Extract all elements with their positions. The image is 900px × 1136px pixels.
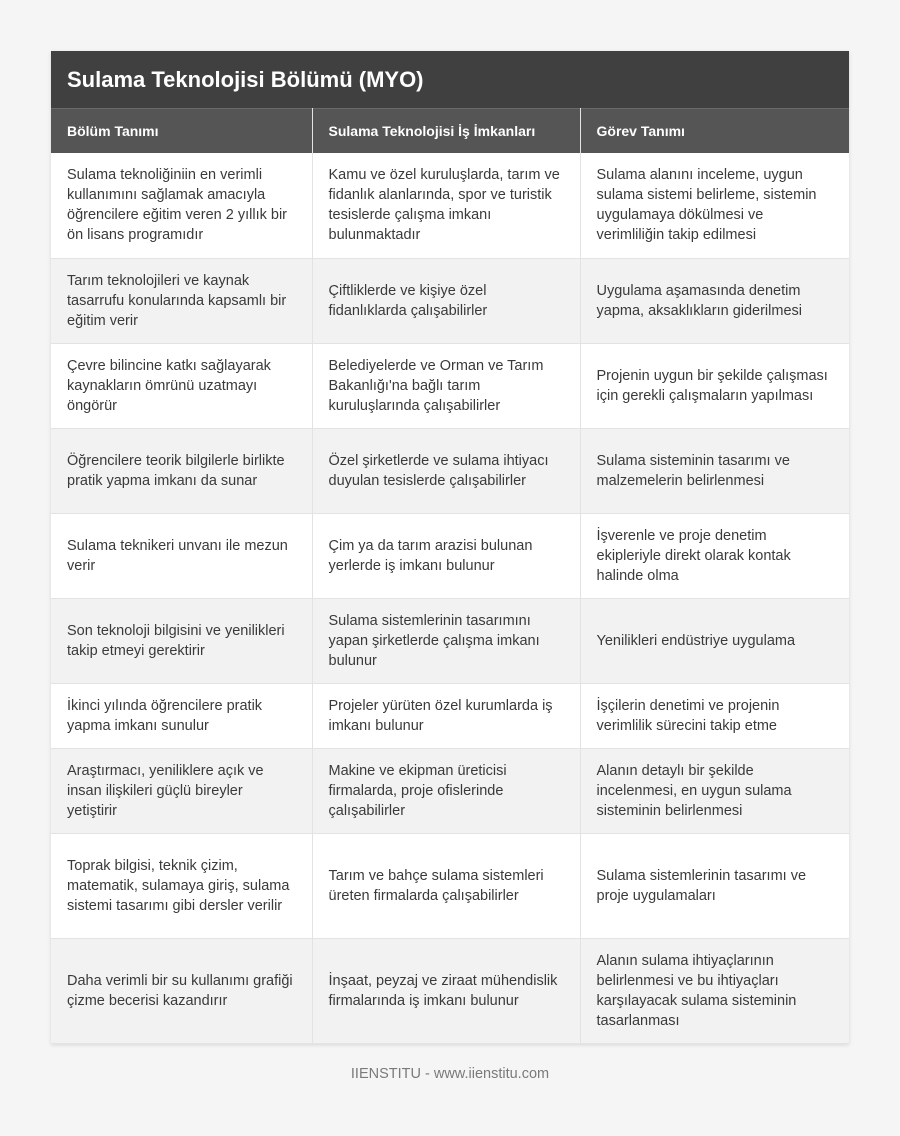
table-row xyxy=(51,833,849,938)
table-title: Sulama Teknolojisi Bölümü (MYO) xyxy=(51,51,849,108)
table-cell: İşçilerin denetimi ve projenin verimlilik sürecini takip etme xyxy=(580,683,849,748)
info-table xyxy=(51,108,849,1044)
table-row xyxy=(51,683,849,748)
table-cell: Projeler yürüten özel kurumlarda iş imkanı bulunur xyxy=(312,683,580,748)
table-cell: Çim ya da tarım arazisi bulunan yerlerde iş imkanı bulunur xyxy=(312,513,580,598)
table-cell: Uygulama aşamasında denetim yapma, aksaklıkların giderilmesi xyxy=(580,258,849,343)
table-cell: Çiftliklerde ve kişiye özel fidanlıklarda çalışabilirler xyxy=(312,258,580,343)
table-row xyxy=(51,428,849,513)
table-cell: Yenilikleri endüstriye uygulama xyxy=(580,598,849,683)
table-cell: İnşaat, peyzaj ve ziraat mühendislik firmalarında iş imkanı bulunur xyxy=(312,938,580,1043)
table-row xyxy=(51,938,849,1043)
table-cell: Tarım ve bahçe sulama sistemleri üreten firmalarda çalışabilirler xyxy=(312,833,580,938)
table-cell: Alanın sulama ihtiyaçlarının belirlenmesi ve bu ihtiyaçları karşılayacak sulama sisteminin tasarlanması xyxy=(580,938,849,1043)
table-cell: Özel şirketlerde ve sulama ihtiyacı duyulan tesislerde çalışabilirler xyxy=(312,428,580,513)
table-row xyxy=(51,598,849,683)
column-header-gorev-tanimi: Görev Tanımı xyxy=(580,109,849,154)
table-cell: İkinci yılında öğrencilere pratik yapma imkanı sunulur xyxy=(51,683,312,748)
table-cell: Tarım teknolojileri ve kaynak tasarrufu konularında kapsamlı bir eğitim verir xyxy=(51,258,312,343)
table-cell: Sulama teknoliğiniin en verimli kullanımını sağlamak amacıyla öğrencilere eğitim veren 2 yıllık bir ön lisans programıdır xyxy=(51,153,312,258)
table-cell: İşverenle ve proje denetim ekipleriyle direkt olarak kontak halinde olma xyxy=(580,513,849,598)
info-table-card xyxy=(51,51,849,1044)
table-cell: Belediyelerde ve Orman ve Tarım Bakanlığı'na bağlı tarım kuruluşlarında çalışabilirler xyxy=(312,343,580,428)
table-row xyxy=(51,748,849,833)
table-cell: Sulama teknikeri unvanı ile mezun verir xyxy=(51,513,312,598)
table-cell: Sulama alanını inceleme, uygun sulama sistemi belirleme, sistemin uygulamaya dökülmesi ve verimliliğin takip edilmesi xyxy=(580,153,849,258)
table-cell: Araştırmacı, yeniliklere açık ve insan ilişkileri güçlü bireyler yetiştirir xyxy=(51,748,312,833)
table-cell: Projenin uygun bir şekilde çalışması için gerekli çalışmaların yapılması xyxy=(580,343,849,428)
column-header-bolum-tanimi: Bölüm Tanımı xyxy=(51,109,312,154)
footer-credit: IIENSTITU - www.iienstitu.com xyxy=(350,1066,550,1082)
table-cell: Çevre bilincine katkı sağlayarak kaynakların ömrünü uzatmayı öngörür xyxy=(51,343,312,428)
table-cell: Sulama sistemlerinin tasarımını yapan şirketlerde çalışma imkanı bulunur xyxy=(312,598,580,683)
table-cell: Kamu ve özel kuruluşlarda, tarım ve fidanlık alanlarında, spor ve turistik tesislerde çalışma imkanı bulunmaktadır xyxy=(312,153,580,258)
table-cell: Alanın detaylı bir şekilde incelenmesi, en uygun sulama sisteminin belirlenmesi xyxy=(580,748,849,833)
table-cell: Öğrencilere teorik bilgilerle birlikte pratik yapma imkanı da sunar xyxy=(51,428,312,513)
table-row xyxy=(51,513,849,598)
table-cell: Daha verimli bir su kullanımı grafiği çizme becerisi kazandırır xyxy=(51,938,312,1043)
header-row xyxy=(51,109,849,154)
table-cell: Sulama sisteminin tasarımı ve malzemelerin belirlenmesi xyxy=(580,428,849,513)
column-header-is-imkanlari: Sulama Teknolojisi İş İmkanları xyxy=(312,109,580,154)
table-cell: Sulama sistemlerinin tasarımı ve proje uygulamaları xyxy=(580,833,849,938)
table-row xyxy=(51,258,849,343)
table-row xyxy=(51,343,849,428)
table-row xyxy=(51,153,849,258)
table-cell: Toprak bilgisi, teknik çizim, matematik, sulamaya giriş, sulama sistemi tasarımı gibi dersler verilir xyxy=(51,833,312,938)
table-cell: Makine ve ekipman üreticisi firmalarda, proje ofislerinde çalışabilirler xyxy=(312,748,580,833)
table-cell: Son teknoloji bilgisini ve yenilikleri takip etmeyi gerektirir xyxy=(51,598,312,683)
